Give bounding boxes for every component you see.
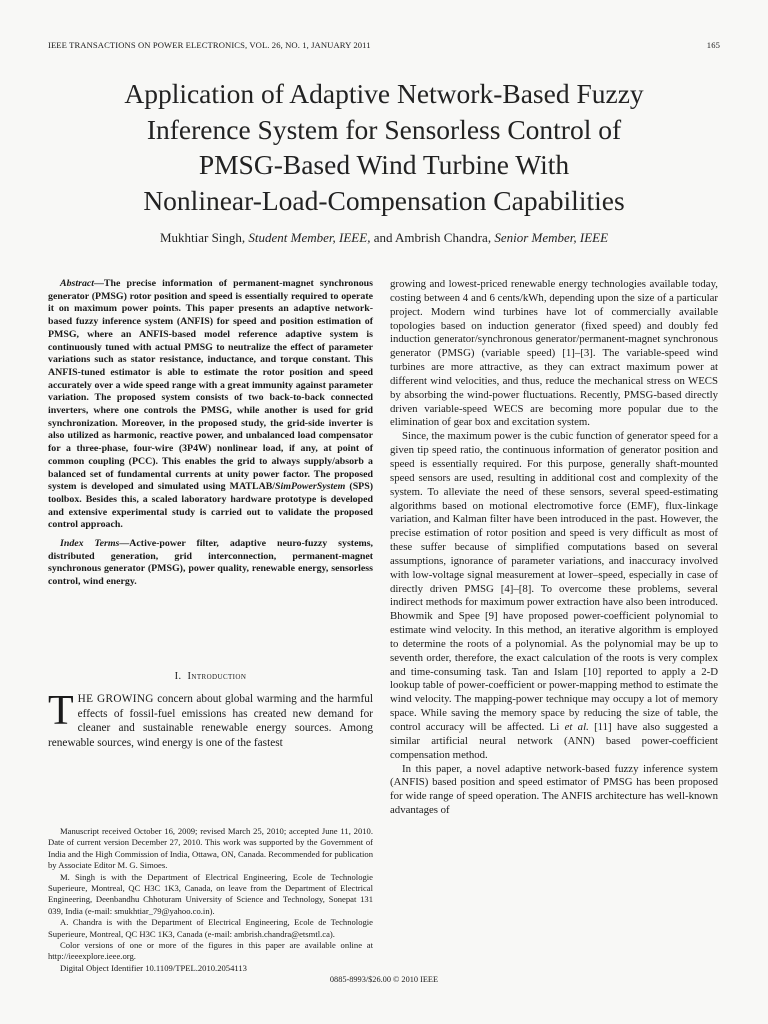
author-role: Student Member, IEEE, [248,230,371,245]
index-terms-label: Index Terms [60,538,120,550]
right-column [390,278,718,818]
title-line: Inference System for Sensorless Control of [146,113,622,145]
title-line: Nonlinear-Load-Compensation Capabilities [143,184,625,216]
author-name: Ambrish Chandra, [395,230,492,245]
index-terms [48,538,373,589]
body-etal: et al. [564,721,589,733]
footnote: Manuscript received October 16, 2009; revised March 25, 2010; accepted June 11, 2010. Date of current version December 27, 2010. This work was supported by the Government of India and the High Commission of India, Ottawa, ON, Canada. Recommended for publication by Associate Editor M. G. Simoes. [48,826,373,871]
paper-title [40,76,728,218]
body-text: Since, the maximum power is the cubic function of generator speed for a given tip speed ratio, the continuous information of generator position and speed is essentially required. For this purpose, generally shaft-mounted speed sensors are used, resulting in additional cost and complexity of the system. To alleviate the need of these sensors, several speed-estimating algorithms based on motional electromotive force (EMF), flux-linkage variation, and Kalman filter have been introduced in the past. However, the precise estimation of rotor position and speed is very difficult as most of these suffer because of simplified computations based on several assumptions, ignorance of parameter variations, and inaccuracy involved with low-voltage signal measurement at lower–speed, especially in case of directly driven PMSG [4]–[8]. To overcome these problems, several indirect methods for maximum power extraction have also been introduced. Bhowmik and Spee [9] have proposed power-coefficient polynomial to estimate wind velocity. In this method, an iterative algorithm is employed to determine the roots of a polynomial. As the polynomial may be up to seventh order, therefore, the exact calculation of the roots is very complex and time-consuming task. Tan and Islam [10] reported to apply a 2-D lookup table of power-coefficient or power-mapping method to estimate the wind velocity. The mapping-power technique may occupy a lot of memory space. While saving the memory space by reducing the size of table, the control accuracy will be affected. Li [390,430,718,733]
drop-cap: T [48,688,74,734]
body-paragraph: In this paper, a novel adaptive network-based fuzzy inference system (ANFIS) based position and speed estimator of PMSG has been proposed for wide range of speed operation. The ANFIS architecture has well-known advantages of [390,762,718,817]
body-paragraph [390,430,718,762]
section-title: Introduction [187,671,247,682]
section-number: I. [174,671,182,682]
author-line [40,230,728,246]
index-terms-text: —Active-power filter, adaptive neuro-fuzzy systems, distributed generation, grid interconnection, permanent-magnet synchronous generator (PMSG), power quality, renewable energy, sensorless control, wind energy. [48,538,374,588]
title-line: Application of Adaptive Network-Based Fuzzy [124,78,644,109]
title-line: PMSG-Based Wind Turbine With [198,149,570,180]
footnotes [48,826,373,974]
abstract-text-end: (SPS) toolbox. Besides this, a scaled laboratory hardware prototype is developed and extensive experimental study is carried out to validate the proposed control approach. [48,481,373,531]
abstract-label: Abstract [60,278,95,289]
footnote: Digital Object Identifier 10.1109/TPEL.2010.2054113 [60,962,247,973]
author-name: Mukhtiar Singh, [159,230,246,245]
intro-caps: HE GROWING [77,693,154,705]
footnote: M. Singh is with the Department of Electrical Engineering, Ecole de Technologie Superieure, Montreal, QC H3C 1K3, Canada, on leave from the Department of Electrical Engineering, Deenbandhu Chhoturam University of Science and Technology, Sonepat 131 039, India (e-mail: smukhtiar_79@yahoo.co.in). [48,871,373,916]
journal-name: IEEE TRANSACTIONS ON POWER ELECTRONICS, VOL. 26, NO. 1, JANUARY 2011 [48,40,371,50]
abstract-software: SimPowerSystem [275,481,346,493]
running-header [48,40,720,54]
section-heading [48,671,373,682]
left-column [48,278,373,589]
footnote: A. Chandra is with the Department of Electrical Engineering, Ecole de Technologie Superieure, Montreal, QC H3C 1K3, Canada (e-mail: ambrish.chandra@etsmtl.ca). [48,917,373,939]
author-role: Senior Member, IEEE [494,230,609,245]
footnote: Color versions of one or more of the figures in this paper are available online at http://ieeexplore.ieee.org. [48,940,373,962]
body-text-end: [11] have also suggested a similar artificial neural network (ANN) based power-coefficient compensation method. [390,721,718,761]
body-paragraph: growing and lowest-priced renewable energy technologies available today, costing between 4 and 6 cents/kWh, depending upon the size of a particular project. Modern wind turbines have lot of commercially available topologies based on induction generator (fixed speed) and doubly fed induction generator/synchronous generator/permanent-magnet synchronous generator (PMSG) (variable speed) [1]–[3]. The variable-speed wind turbines are more attractive, as they can extract maximum power at different wind velocities, and thus, reduce the mechanical stress on WECS by absorbing the wind-power fluctuations. Recently, PMSG-based directly driven variable-speed WECS are becoming more popular due to the elimination of gear box and excitation system. [390,278,718,429]
author-conjunction: and [373,230,393,245]
copyright-footer: 0885-8993/$26.00 © 2010 IEEE [329,975,439,984]
abstract [48,278,373,532]
intro-text: concern about global warming and the harmful effects of fossil-fuel emissions has created new demand for cleaner and sustainable renewable energy sources. Among renewable sources, wind energy is one of the fastest [48,693,373,750]
page-number: 165 [706,40,720,50]
abstract-text: —The precise information of permanent-magnet synchronous generator (PMSG) rotor position and speed is essentially required to operate it on maximum power points. This paper presents an adaptive network-based fuzzy inference system (ANFIS) for speed and position estimation of PMSG, where an ANFIS-based model reference adaptive system is continuously tuned with actual PMSG to neutralize the effect of parameter variations such as stator resistance, inductance, and torque constant. This ANFIS-tuned estimator is able to estimate the rotor position and speed accurately over a wide speed range with a great immunity against parameter variation. The proposed system consists of two back-to-back connected inverters, where one controls the PMSG, while another is used for grid synchronization. Moreover, in the proposed study, the grid-side inverter is also utilized as harmonic, reactive power, and unbalanced load compensator for a three-phase, four-wire (3P4W) nonlinear load, if any, at point of common coupling (PCC). This enables the grid to always supply/absorb a balanced set of fundamental currents at unity power factor. The proposed system is developed and simulated using MATLAB/ [48,278,373,493]
intro-paragraph [48,688,373,751]
